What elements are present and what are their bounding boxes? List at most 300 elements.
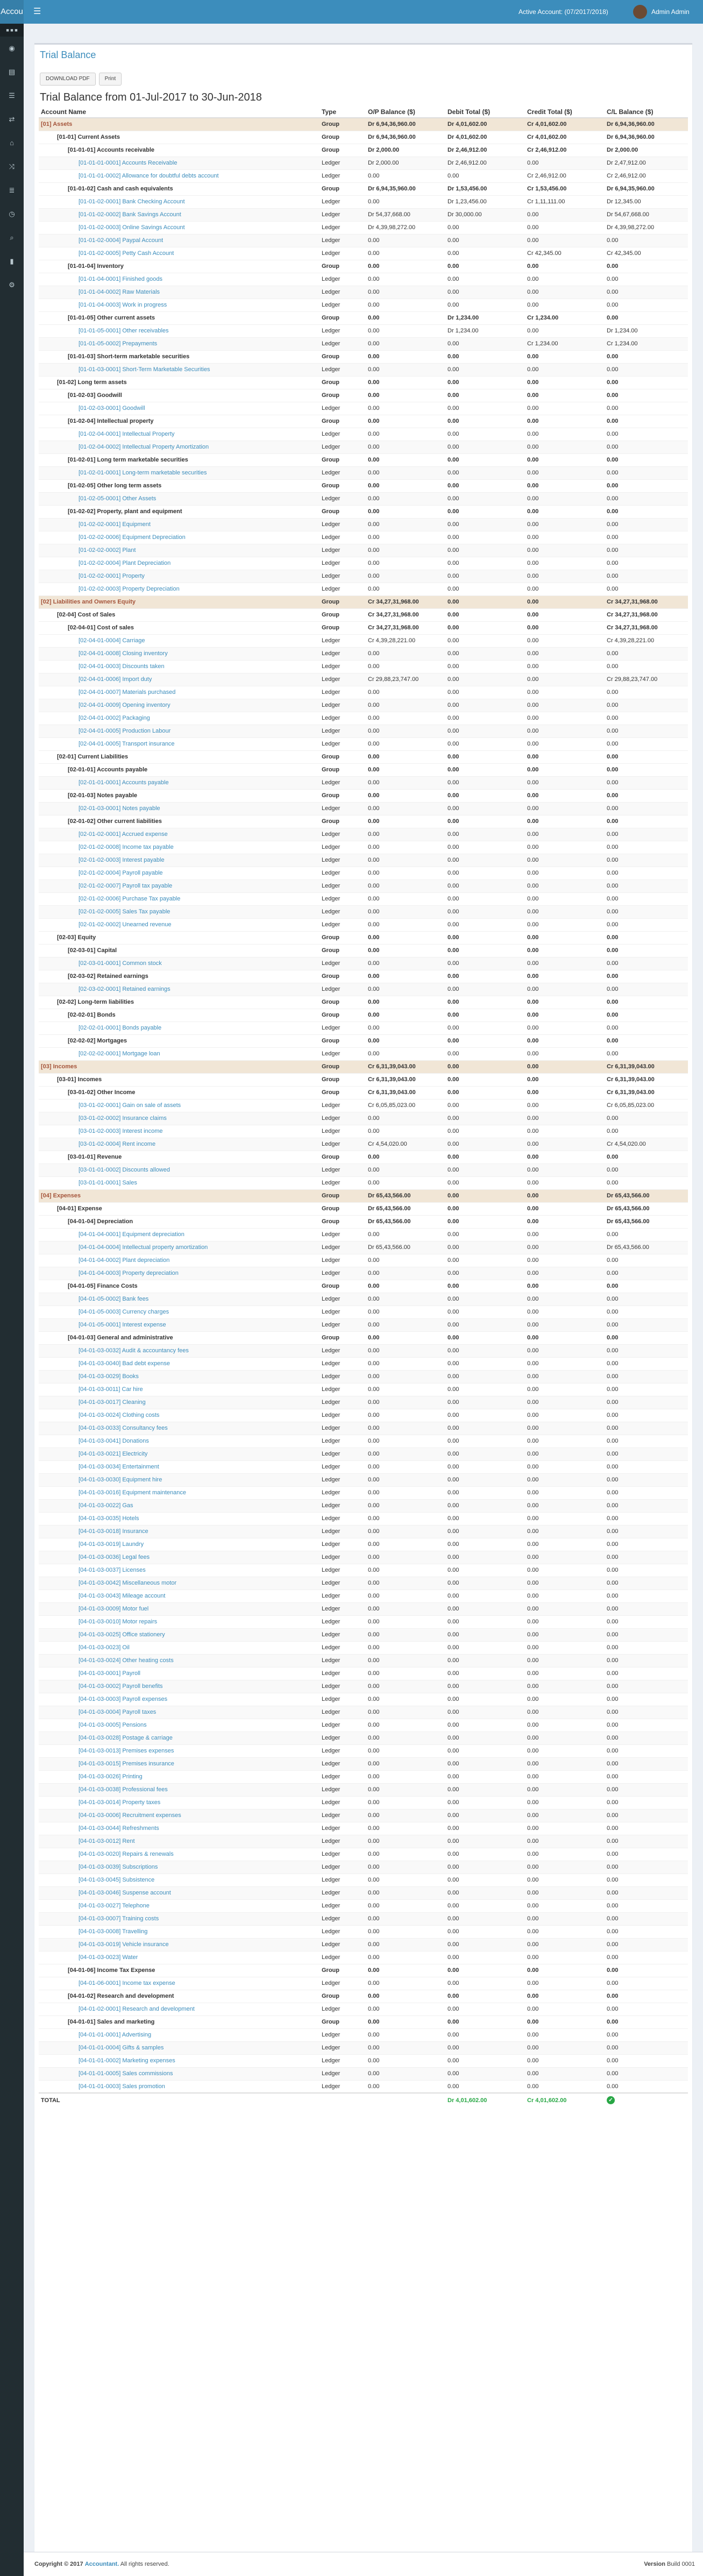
ledger-row bbox=[39, 983, 688, 996]
account-name-cell[interactable]: [01-01-03-0001] Short-Term Marketable Securities bbox=[39, 363, 319, 376]
ledger-row bbox=[39, 712, 688, 725]
sidebar bbox=[0, 24, 24, 2576]
account-name-cell[interactable]: [04-01-03-0043] Mileage account bbox=[39, 1589, 319, 1602]
column-header[interactable]: C/L Balance ($) bbox=[605, 106, 688, 118]
account-name-cell[interactable]: [01-02-02-0001] Property bbox=[39, 570, 319, 583]
type-cell: Ledger bbox=[319, 169, 366, 182]
account-name-cell[interactable]: [04-01-03-0011] Car hire bbox=[39, 1383, 319, 1396]
closing-balance-cell: 0.00 bbox=[605, 1874, 688, 1886]
group-row bbox=[39, 1331, 688, 1344]
account-name-cell[interactable]: [04-01-03-0023] Oil bbox=[39, 1641, 319, 1654]
type-cell: Ledger bbox=[319, 737, 366, 750]
account-name-cell[interactable]: [04-01-03-0019] Vehicle insurance bbox=[39, 1938, 319, 1951]
opening-balance-cell: 0.00 bbox=[366, 879, 445, 892]
debit-total-cell: 0.00 bbox=[445, 273, 525, 286]
account-name-cell[interactable]: [01-02-02-0003] Property Depreciation bbox=[39, 583, 319, 595]
type-cell: Ledger bbox=[319, 1770, 366, 1783]
column-header[interactable]: O/P Balance ($) bbox=[366, 106, 445, 118]
account-name-cell[interactable]: [01-01-02-0001] Bank Checking Account bbox=[39, 195, 319, 208]
account-name-cell[interactable]: [02-04-01-0007] Materials purchased bbox=[39, 686, 319, 699]
credit-total-cell: 0.00 bbox=[525, 208, 605, 221]
group-row bbox=[39, 350, 688, 363]
account-name-cell[interactable]: [01-02-02-0002] Plant bbox=[39, 544, 319, 557]
debit-total-cell: 0.00 bbox=[445, 763, 525, 776]
closing-balance-cell: 0.00 bbox=[605, 311, 688, 324]
debit-total-cell: 0.00 bbox=[445, 1886, 525, 1899]
type-cell: Group bbox=[319, 1202, 366, 1215]
account-name-cell[interactable]: [04-01-03-0029] Books bbox=[39, 1370, 319, 1383]
account-name-cell[interactable]: [02-04-01-0009] Opening inventory bbox=[39, 699, 319, 712]
debit-total-cell: 0.00 bbox=[445, 854, 525, 867]
account-name-cell[interactable]: [03-01-02-0003] Interest income bbox=[39, 1125, 319, 1138]
closing-balance-cell: 0.00 bbox=[605, 905, 688, 918]
closing-balance-cell: 0.00 bbox=[605, 1654, 688, 1667]
closing-balance-cell: 0.00 bbox=[605, 1473, 688, 1486]
debit-total-cell: 0.00 bbox=[445, 1486, 525, 1499]
download-pdf-button[interactable]: DOWNLOAD PDF bbox=[40, 73, 96, 86]
account-name-cell[interactable]: [04-01-05-0001] Interest expense bbox=[39, 1318, 319, 1331]
ledger-row bbox=[39, 208, 688, 221]
closing-balance-cell: 0.00 bbox=[605, 1370, 688, 1383]
type-cell: Group bbox=[319, 944, 366, 957]
account-name-cell[interactable]: [03-01-02-0004] Rent income bbox=[39, 1138, 319, 1151]
account-name-cell[interactable]: [02-04-01-0005] Transport insurance bbox=[39, 737, 319, 750]
debit-total-cell: 0.00 bbox=[445, 1628, 525, 1641]
account-name-cell[interactable]: [04-01-01-0002] Marketing expenses bbox=[39, 2054, 319, 2067]
column-header[interactable]: Type bbox=[319, 106, 366, 118]
account-name-cell[interactable]: [02-04-01-0006] Import duty bbox=[39, 673, 319, 686]
account-name-cell[interactable]: [02-03-01-0001] Common stock bbox=[39, 957, 319, 970]
account-name-cell[interactable]: [04-01-03-0005] Pensions bbox=[39, 1719, 319, 1731]
type-cell: Ledger bbox=[319, 1422, 366, 1435]
debit-total-cell: 0.00 bbox=[445, 621, 525, 634]
closing-balance-cell: 0.00 bbox=[605, 647, 688, 660]
debit-total-cell: 0.00 bbox=[445, 1331, 525, 1344]
ledger-row bbox=[39, 1951, 688, 1964]
type-cell: Ledger bbox=[319, 1525, 366, 1538]
debit-total-cell: 0.00 bbox=[445, 737, 525, 750]
account-name-cell[interactable]: [01-02-02-0004] Plant Depreciation bbox=[39, 557, 319, 570]
type-cell: Ledger bbox=[319, 1564, 366, 1577]
account-name-cell[interactable]: [01-02-05-0001] Other Assets bbox=[39, 492, 319, 505]
account-name-cell[interactable]: [03-01-02-0002] Insurance claims bbox=[39, 1112, 319, 1125]
account-name-cell[interactable]: [02-01-03-0001] Notes payable bbox=[39, 802, 319, 815]
account-name-cell[interactable]: [04-01-03-0033] Consultancy fees bbox=[39, 1422, 319, 1435]
credit-total-cell: 0.00 bbox=[525, 1318, 605, 1331]
credit-total-cell: 0.00 bbox=[525, 1693, 605, 1706]
account-name-cell[interactable]: [04-01-01-0003] Sales promotion bbox=[39, 2080, 319, 2093]
group-row bbox=[39, 750, 688, 763]
debit-total-cell: 0.00 bbox=[445, 221, 525, 234]
credit-total-cell: 0.00 bbox=[525, 1215, 605, 1228]
account-name-cell[interactable]: [04-01-01-0005] Sales commissions bbox=[39, 2067, 319, 2080]
closing-balance-cell: 0.00 bbox=[605, 428, 688, 441]
account-name-cell[interactable]: [04-01-03-0009] Motor fuel bbox=[39, 1602, 319, 1615]
account-name-cell[interactable]: [01-02-01-0001] Long-term marketable securities bbox=[39, 466, 319, 479]
account-name-cell[interactable]: [02-04-01-0004] Carriage bbox=[39, 634, 319, 647]
total-debit: Dr 4,01,602.00 bbox=[445, 2093, 525, 2107]
closing-balance-cell: 0.00 bbox=[605, 570, 688, 583]
account-name-cell[interactable]: [04-01-03-0032] Audit & accountancy fees bbox=[39, 1344, 319, 1357]
account-name-cell[interactable]: [03-01-01-0002] Discounts allowed bbox=[39, 1163, 319, 1176]
credit-total-cell: 0.00 bbox=[525, 441, 605, 453]
opening-balance-cell: 0.00 bbox=[366, 867, 445, 879]
account-name-cell[interactable]: [01-01-02-0005] Petty Cash Account bbox=[39, 247, 319, 260]
top-navbar bbox=[0, 0, 703, 24]
closing-balance-cell: 0.00 bbox=[605, 1331, 688, 1344]
type-cell: Ledger bbox=[319, 1473, 366, 1486]
credit-total-cell: 0.00 bbox=[525, 324, 605, 337]
column-header[interactable]: Debit Total ($) bbox=[445, 106, 525, 118]
account-name-cell[interactable]: [04-01-03-0012] Rent bbox=[39, 1835, 319, 1848]
gear-icon[interactable]: ⚙ bbox=[9, 281, 15, 289]
account-name-cell[interactable]: [04-01-03-0028] Postage & carriage bbox=[39, 1731, 319, 1744]
credit-total-cell: 0.00 bbox=[525, 2028, 605, 2041]
type-cell: Ledger bbox=[319, 492, 366, 505]
opening-balance-cell: 0.00 bbox=[366, 996, 445, 1009]
account-name-cell[interactable]: [04-01-03-0015] Premises insurance bbox=[39, 1757, 319, 1770]
type-cell: Ledger bbox=[319, 1047, 366, 1060]
closing-balance-cell: 0.00 bbox=[605, 1770, 688, 1783]
layers-icon[interactable]: ≣ bbox=[9, 186, 15, 194]
account-name-cell[interactable]: [04-01-03-0026] Printing bbox=[39, 1770, 319, 1783]
account-name-cell[interactable]: [04-01-05-0002] Bank fees bbox=[39, 1293, 319, 1305]
book-icon[interactable]: ▤ bbox=[8, 68, 16, 76]
account-name-cell[interactable]: [01-01-05-0001] Other receivables bbox=[39, 324, 319, 337]
account-name-cell: [01-01-05] Other current assets bbox=[39, 311, 319, 324]
opening-balance-cell: 0.00 bbox=[366, 1293, 445, 1305]
ledger-row bbox=[39, 1370, 688, 1383]
home-icon[interactable]: ⌂ bbox=[10, 139, 14, 147]
type-cell: Ledger bbox=[319, 660, 366, 673]
account-name-cell[interactable]: [04-01-03-0014] Property taxes bbox=[39, 1796, 319, 1809]
account-name-cell[interactable]: [02-01-02-0001] Accrued expense bbox=[39, 828, 319, 841]
closing-balance-cell: 0.00 bbox=[605, 1731, 688, 1744]
account-name-cell[interactable]: [03-01-02-0001] Gain on sale of assets bbox=[39, 1099, 319, 1112]
shuffle-icon[interactable]: ⤨ bbox=[9, 162, 15, 171]
debit-total-cell: 0.00 bbox=[445, 1835, 525, 1848]
account-name-cell[interactable]: [04-01-03-0036] Legal fees bbox=[39, 1551, 319, 1564]
account-name-cell[interactable]: [01-01-01-0002] Allowance for doubtful debts account bbox=[39, 169, 319, 182]
opening-balance-cell: 0.00 bbox=[366, 1822, 445, 1835]
account-name-cell[interactable]: [04-01-03-0001] Payroll bbox=[39, 1667, 319, 1680]
account-name-cell[interactable]: [04-01-03-0025] Office stationery bbox=[39, 1628, 319, 1641]
debit-total-cell: 0.00 bbox=[445, 1409, 525, 1422]
closing-balance-cell: 0.00 bbox=[605, 1125, 688, 1138]
closing-balance-cell: 0.00 bbox=[605, 1589, 688, 1602]
opening-balance-cell: 0.00 bbox=[366, 1280, 445, 1293]
app-logo[interactable]: Accou bbox=[0, 0, 24, 24]
account-name-cell[interactable]: [03-01-01-0001] Sales bbox=[39, 1176, 319, 1189]
group-row bbox=[39, 118, 688, 131]
ledger-row bbox=[39, 1318, 688, 1331]
debit-total-cell: 0.00 bbox=[445, 634, 525, 647]
type-cell: Ledger bbox=[319, 1435, 366, 1447]
search-icon[interactable]: ⌕ bbox=[10, 233, 14, 242]
group-row bbox=[39, 453, 688, 466]
debit-total-cell: 0.00 bbox=[445, 1564, 525, 1577]
account-name-cell[interactable]: [04-01-02-0001] Research and development bbox=[39, 2003, 319, 2016]
account-name-cell[interactable]: [04-01-06-0001] Income tax expense bbox=[39, 1977, 319, 1990]
account-name-cell[interactable]: [01-01-04-0003] Work in progress bbox=[39, 299, 319, 311]
debit-total-cell: 0.00 bbox=[445, 1125, 525, 1138]
account-name-cell[interactable]: [01-02-04-0002] Intellectual Property Amortization bbox=[39, 441, 319, 453]
account-name-cell: [02-02] Long-term liabilities bbox=[39, 996, 319, 1009]
type-cell: Ledger bbox=[319, 1538, 366, 1551]
credit-total-cell: 0.00 bbox=[525, 518, 605, 531]
ledger-row bbox=[39, 776, 688, 789]
ledger-row bbox=[39, 1357, 688, 1370]
group-row bbox=[39, 970, 688, 983]
ledger-row bbox=[39, 673, 688, 686]
closing-balance-cell: 0.00 bbox=[605, 1047, 688, 1060]
opening-balance-cell: 0.00 bbox=[366, 905, 445, 918]
column-header[interactable]: Account Name bbox=[39, 106, 319, 118]
account-name-cell[interactable]: [04-01-03-0027] Telephone bbox=[39, 1899, 319, 1912]
type-cell: Ledger bbox=[319, 1744, 366, 1757]
closing-balance-cell: 0.00 bbox=[605, 879, 688, 892]
credit-total-cell: 0.00 bbox=[525, 1486, 605, 1499]
closing-balance-cell: Cr 2,46,912.00 bbox=[605, 169, 688, 182]
account-name-cell[interactable]: [04-01-03-0035] Hotels bbox=[39, 1512, 319, 1525]
account-name-cell[interactable]: [04-01-03-0017] Cleaning bbox=[39, 1396, 319, 1409]
type-cell: Ledger bbox=[319, 983, 366, 996]
type-cell: Ledger bbox=[319, 1835, 366, 1848]
closing-balance-cell: 0.00 bbox=[605, 1267, 688, 1280]
type-cell: Ledger bbox=[319, 1628, 366, 1641]
group-row bbox=[39, 1060, 688, 1073]
account-name-cell[interactable]: [04-01-04-0002] Plant depreciation bbox=[39, 1254, 319, 1267]
clock-icon[interactable]: ◷ bbox=[9, 210, 15, 218]
account-name-cell[interactable]: [04-01-03-0037] Licenses bbox=[39, 1564, 319, 1577]
account-name-cell[interactable]: [04-01-03-0018] Insurance bbox=[39, 1525, 319, 1538]
account-name-cell[interactable]: [04-01-03-0023] Water bbox=[39, 1951, 319, 1964]
account-name-cell[interactable]: [02-01-01-0001] Accounts payable bbox=[39, 776, 319, 789]
account-name-cell[interactable]: [02-01-02-0006] Purchase Tax payable bbox=[39, 892, 319, 905]
account-name-cell[interactable]: [04-01-03-0044] Refreshments bbox=[39, 1822, 319, 1835]
debit-total-cell: 0.00 bbox=[445, 1344, 525, 1357]
debit-total-cell: 0.00 bbox=[445, 1047, 525, 1060]
credit-total-cell: 0.00 bbox=[525, 1099, 605, 1112]
ledger-row bbox=[39, 1512, 688, 1525]
account-name-cell[interactable]: [04-01-03-0006] Recruitment expenses bbox=[39, 1809, 319, 1822]
account-name-cell[interactable]: [04-01-01-0001] Advertising bbox=[39, 2028, 319, 2041]
debit-total-cell: 0.00 bbox=[445, 983, 525, 996]
account-name-cell: [04-01-01] Sales and marketing bbox=[39, 2016, 319, 2028]
credit-total-cell: 0.00 bbox=[525, 1254, 605, 1267]
column-header[interactable]: Credit Total ($) bbox=[525, 106, 605, 118]
credit-total-cell: 0.00 bbox=[525, 1577, 605, 1589]
account-name-cell[interactable]: [02-03-02-0001] Retained earnings bbox=[39, 983, 319, 996]
account-name-cell: [01-02-02] Property, plant and equipment bbox=[39, 505, 319, 518]
account-name-cell[interactable]: [04-01-03-0002] Payroll benefits bbox=[39, 1680, 319, 1693]
account-name-cell[interactable]: [04-01-03-0046] Suspense account bbox=[39, 1886, 319, 1899]
credit-total-cell: 0.00 bbox=[525, 1009, 605, 1021]
type-cell: Group bbox=[319, 2016, 366, 2028]
credit-total-cell: 0.00 bbox=[525, 1680, 605, 1693]
account-name-cell[interactable]: [01-01-04-0001] Finished goods bbox=[39, 273, 319, 286]
account-name-cell[interactable]: [04-01-03-0020] Repairs & renewals bbox=[39, 1848, 319, 1861]
credit-total-cell: 0.00 bbox=[525, 402, 605, 415]
type-cell: Group bbox=[319, 815, 366, 828]
account-name-cell[interactable]: [04-01-03-0045] Subsistence bbox=[39, 1874, 319, 1886]
credit-total-cell: 0.00 bbox=[525, 2067, 605, 2080]
opening-balance-cell: 0.00 bbox=[366, 479, 445, 492]
credit-total-cell: 0.00 bbox=[525, 892, 605, 905]
account-name-cell[interactable]: [02-04-01-0005] Production Labour bbox=[39, 725, 319, 737]
credit-total-cell: 0.00 bbox=[525, 1615, 605, 1628]
account-name-cell[interactable]: [04-01-05-0003] Currency charges bbox=[39, 1305, 319, 1318]
ledger-row bbox=[39, 2054, 688, 2067]
credit-total-cell: 0.00 bbox=[525, 996, 605, 1009]
account-name-cell[interactable]: [02-04-01-0003] Discounts taken bbox=[39, 660, 319, 673]
ledger-row bbox=[39, 402, 688, 415]
opening-balance-cell: 0.00 bbox=[366, 234, 445, 247]
account-name-cell[interactable]: [04-01-03-0030] Equipment hire bbox=[39, 1473, 319, 1486]
type-cell: Ledger bbox=[319, 1796, 366, 1809]
account-name-cell[interactable]: [02-02-02-0001] Mortgage loan bbox=[39, 1047, 319, 1060]
debit-total-cell: 0.00 bbox=[445, 2080, 525, 2093]
credit-total-cell: Cr 1,234.00 bbox=[525, 311, 605, 324]
sidebar-header: ■ ■ ■ bbox=[0, 24, 24, 37]
account-name-cell[interactable]: [04-01-03-0008] Travelling bbox=[39, 1925, 319, 1938]
user-name: Admin Admin bbox=[651, 8, 690, 16]
print-button[interactable]: Print bbox=[99, 73, 122, 86]
account-name-cell[interactable]: [01-02-02-0006] Equipment Depreciation bbox=[39, 531, 319, 544]
account-name-cell[interactable]: [01-01-05-0002] Prepayments bbox=[39, 337, 319, 350]
account-name-cell[interactable]: [04-01-03-0038] Professional fees bbox=[39, 1783, 319, 1796]
copyright-brand[interactable]: Accountant. bbox=[84, 2561, 119, 2567]
type-cell: Ledger bbox=[319, 1641, 366, 1654]
credit-total-cell: 0.00 bbox=[525, 544, 605, 557]
ledger-row bbox=[39, 466, 688, 479]
account-name-cell[interactable]: [04-01-03-0004] Payroll taxes bbox=[39, 1706, 319, 1719]
credit-total-cell: 0.00 bbox=[525, 1602, 605, 1615]
account-name-cell[interactable]: [04-01-04-0003] Property depreciation bbox=[39, 1267, 319, 1280]
dashboard-icon[interactable]: ◉ bbox=[9, 44, 15, 52]
account-name-cell[interactable]: [04-01-03-0019] Laundry bbox=[39, 1538, 319, 1551]
account-name-cell[interactable]: [01-01-04-0002] Raw Materials bbox=[39, 286, 319, 299]
ledger-row bbox=[39, 737, 688, 750]
account-name-cell[interactable]: [04-01-01-0004] Gifts & samples bbox=[39, 2041, 319, 2054]
account-name-cell[interactable]: [04-01-03-0003] Payroll expenses bbox=[39, 1693, 319, 1706]
type-cell: Ledger bbox=[319, 1305, 366, 1318]
type-cell: Ledger bbox=[319, 583, 366, 595]
ledger-row bbox=[39, 1125, 688, 1138]
account-name-cell[interactable]: [01-02-02-0001] Equipment bbox=[39, 518, 319, 531]
opening-balance-cell: 0.00 bbox=[366, 957, 445, 970]
account-name-cell[interactable]: [02-01-02-0004] Payroll payable bbox=[39, 867, 319, 879]
account-name-cell[interactable]: [04-01-03-0024] Clothing costs bbox=[39, 1409, 319, 1422]
account-name-cell[interactable]: [04-01-03-0010] Motor repairs bbox=[39, 1615, 319, 1628]
account-name-cell[interactable]: [01-02-03-0001] Goodwill bbox=[39, 402, 319, 415]
trial-balance-table bbox=[39, 106, 688, 2107]
opening-balance-cell: 0.00 bbox=[366, 1163, 445, 1176]
account-name-cell[interactable]: [04-01-03-0042] Miscellaneous motor bbox=[39, 1577, 319, 1589]
opening-balance-cell: 0.00 bbox=[366, 1047, 445, 1060]
opening-balance-cell: 0.00 bbox=[366, 1383, 445, 1396]
closing-balance-cell: 0.00 bbox=[605, 776, 688, 789]
debit-total-cell: Dr 2,46,912.00 bbox=[445, 157, 525, 169]
credit-total-cell: 0.00 bbox=[525, 1899, 605, 1912]
account-name-cell[interactable]: [04-01-03-0007] Training costs bbox=[39, 1912, 319, 1925]
credit-total-cell: 0.00 bbox=[525, 1744, 605, 1757]
closing-balance-cell: 0.00 bbox=[605, 725, 688, 737]
account-name-cell[interactable]: [02-01-02-0005] Sales Tax payable bbox=[39, 905, 319, 918]
credit-total-cell: 0.00 bbox=[525, 363, 605, 376]
account-name-cell[interactable]: [04-01-03-0021] Electricity bbox=[39, 1447, 319, 1460]
exchange-icon[interactable]: ⇄ bbox=[9, 115, 15, 123]
active-account-link[interactable]: Active Account: (07/2017/2018) bbox=[519, 8, 608, 16]
account-name-cell[interactable]: [04-01-03-0016] Equipment maintenance bbox=[39, 1486, 319, 1499]
account-name-cell[interactable]: [01-01-02-0002] Bank Savings Account bbox=[39, 208, 319, 221]
type-cell: Ledger bbox=[319, 1447, 366, 1460]
hamburger-icon[interactable]: ☰ bbox=[33, 7, 41, 16]
closing-balance-cell: 0.00 bbox=[605, 699, 688, 712]
footer bbox=[24, 2552, 703, 2576]
account-name-cell[interactable]: [02-02-01-0001] Bonds payable bbox=[39, 1021, 319, 1034]
user-menu[interactable] bbox=[633, 4, 690, 19]
type-cell: Ledger bbox=[319, 273, 366, 286]
account-name-cell[interactable]: [04-01-04-0001] Equipment depreciation bbox=[39, 1228, 319, 1241]
closing-balance-cell: 0.00 bbox=[605, 1422, 688, 1435]
credit-total-cell: 0.00 bbox=[525, 583, 605, 595]
account-name-cell[interactable]: [02-04-01-0008] Closing inventory bbox=[39, 647, 319, 660]
account-name-cell[interactable]: [04-01-03-0040] Bad debt expense bbox=[39, 1357, 319, 1370]
account-name-cell[interactable]: [04-01-03-0022] Gas bbox=[39, 1499, 319, 1512]
account-name-cell[interactable]: [04-01-03-0034] Entertainment bbox=[39, 1460, 319, 1473]
account-name-cell[interactable]: [02-04-01-0002] Packaging bbox=[39, 712, 319, 725]
type-cell: Ledger bbox=[319, 1357, 366, 1370]
account-name-cell[interactable]: [02-01-02-0002] Unearned revenue bbox=[39, 918, 319, 931]
credit-total-cell: 0.00 bbox=[525, 299, 605, 311]
account-name-cell[interactable]: [04-01-03-0041] Donations bbox=[39, 1435, 319, 1447]
account-name-cell[interactable]: [01-02-04-0001] Intellectual Property bbox=[39, 428, 319, 441]
credit-total-cell: 0.00 bbox=[525, 389, 605, 402]
debit-total-cell: 0.00 bbox=[445, 1435, 525, 1447]
opening-balance-cell: Cr 34,27,31,968.00 bbox=[366, 595, 445, 608]
type-cell: Ledger bbox=[319, 1925, 366, 1938]
closing-balance-cell: 0.00 bbox=[605, 453, 688, 466]
account-name-cell[interactable]: [04-01-03-0039] Subscriptions bbox=[39, 1861, 319, 1874]
account-name-cell[interactable]: [04-01-03-0013] Premises expenses bbox=[39, 1744, 319, 1757]
type-cell: Ledger bbox=[319, 1021, 366, 1034]
account-name-cell[interactable]: [02-01-02-0007] Payroll tax payable bbox=[39, 879, 319, 892]
list-icon[interactable]: ☰ bbox=[9, 91, 15, 100]
credit-total-cell: 0.00 bbox=[525, 673, 605, 686]
account-name-cell[interactable]: [04-01-04-0004] Intellectual property amortization bbox=[39, 1241, 319, 1254]
account-name-cell[interactable]: [02-01-02-0008] Income tax payable bbox=[39, 841, 319, 854]
account-name-cell[interactable]: [01-01-02-0004] Paypal Account bbox=[39, 234, 319, 247]
account-name-cell[interactable]: [01-01-01-0001] Accounts Receivable bbox=[39, 157, 319, 169]
opening-balance-cell: Cr 29,88,23,747.00 bbox=[366, 673, 445, 686]
account-name-cell: [01-01-02] Cash and cash equivalents bbox=[39, 182, 319, 195]
group-row bbox=[39, 996, 688, 1009]
account-name-cell[interactable]: [02-01-02-0003] Interest payable bbox=[39, 854, 319, 867]
credit-total-cell: 0.00 bbox=[525, 557, 605, 570]
bar-chart-icon[interactable]: ▮ bbox=[10, 257, 14, 265]
closing-balance-cell: 0.00 bbox=[605, 492, 688, 505]
closing-balance-cell: Cr 6,31,39,043.00 bbox=[605, 1060, 688, 1073]
credit-total-cell: 0.00 bbox=[525, 466, 605, 479]
opening-balance-cell: 0.00 bbox=[366, 441, 445, 453]
ledger-row bbox=[39, 492, 688, 505]
account-name-cell[interactable]: [01-01-02-0003] Online Savings Account bbox=[39, 221, 319, 234]
account-name-cell[interactable]: [04-01-03-0024] Other heating costs bbox=[39, 1654, 319, 1667]
closing-balance-cell: 0.00 bbox=[605, 363, 688, 376]
ledger-row bbox=[39, 518, 688, 531]
type-cell: Ledger bbox=[319, 428, 366, 441]
